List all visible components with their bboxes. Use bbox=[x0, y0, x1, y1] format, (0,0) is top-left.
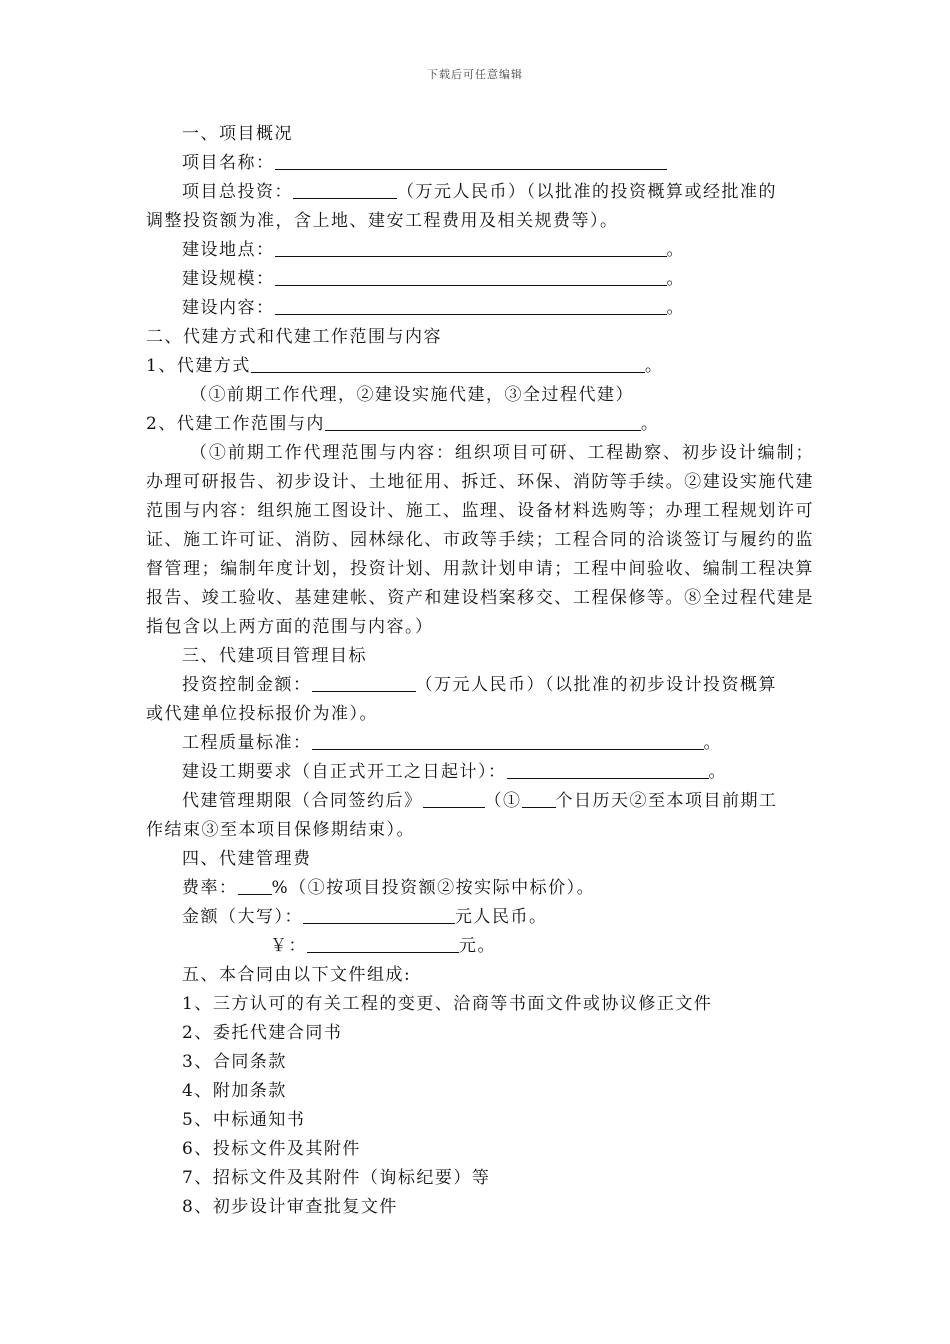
agent-scope-note: （①前期工作代理范围与内容：组织项目可研、工程勘察、初步设计编制；办理可研报告、初步设计、土地征用、拆迁、环保、消防等手续。②建设实施代建范围与内容：组织施工图设计、施工、监理、设备材料选购等；办理工程规划许可证、施工许可证、消防、园林绿化、市政等手续；工程合同的洽谈签订与履约的监督管理；编制年度计划，投资计划、用款计划申请；工程中间验收、编制工程决算报告、竣工验收、基建建帐、资产和建设档案移交、工程保修等。⑧全过程代建是指包含以上两方面的范围与内容。） bbox=[146, 443, 814, 637]
fee-rate-label: 费率： bbox=[182, 878, 238, 898]
scale-field[interactable] bbox=[275, 267, 667, 286]
invest-control-field[interactable] bbox=[312, 673, 416, 692]
mgmt-period-field[interactable] bbox=[423, 789, 485, 808]
project-name-label: 项目名称： bbox=[182, 153, 275, 173]
duration-row: 建设工期要求（自正式开工之日起计）： 。 bbox=[182, 762, 727, 782]
project-name-field[interactable] bbox=[275, 151, 667, 170]
contract-body bbox=[146, 120, 814, 1222]
doc-list-item: 4、附加条款 bbox=[182, 1081, 287, 1101]
doc-list-item: 1、三方认可的有关工程的变更、洽商等书面文件或协议修正文件 bbox=[182, 994, 713, 1014]
agent-scope-label: 2、代建工作范围与内 bbox=[146, 414, 325, 434]
fee-yen-label: ￥： bbox=[270, 936, 307, 956]
fee-amount-field[interactable] bbox=[303, 905, 455, 924]
agent-mode-note: （①前期工作代理，②建设实施代建，③全过程代建） bbox=[190, 385, 634, 405]
doc-list-item: 7、招标文件及其附件（询标纪要）等 bbox=[182, 1168, 491, 1188]
agent-mode-label: 1、代建方式 bbox=[146, 356, 251, 376]
site-field[interactable] bbox=[275, 238, 667, 257]
mgmt-period-cont: 作结束③至本项目保修期结束）。 bbox=[146, 820, 415, 840]
total-investment-field[interactable] bbox=[293, 180, 397, 199]
content-row: 建设内容： 。 bbox=[182, 298, 685, 318]
agent-mode-field[interactable] bbox=[251, 354, 645, 373]
doc-list-item: 6、投标文件及其附件 bbox=[182, 1139, 361, 1159]
total-investment-label: 项目总投资： bbox=[182, 182, 293, 202]
invest-control-label: 投资控制金额： bbox=[182, 675, 312, 695]
section-2-title: 二、代建方式和代建工作范围与内容 bbox=[146, 327, 442, 347]
doc-list-item: 3、合同条款 bbox=[182, 1052, 287, 1072]
fee-yen-field[interactable] bbox=[307, 934, 459, 953]
fee-yen-row: ￥： 元。 bbox=[270, 936, 496, 956]
section-3-title: 三、代建项目管理目标 bbox=[182, 646, 367, 666]
mgmt-period-row: 代建管理期限（合同签约后》 （① 个日历天②至本项目前期工 bbox=[182, 791, 778, 811]
agent-mode-row: 1、代建方式 。 bbox=[146, 356, 664, 376]
total-investment-note: （万元人民币）（以批准的投资概算或经批准的 bbox=[397, 182, 777, 202]
site-row: 建设地点： 。 bbox=[182, 240, 685, 260]
quality-row: 工程质量标准： 。 bbox=[182, 733, 722, 753]
duration-field[interactable] bbox=[507, 760, 709, 779]
section-4-title: 四、代建管理费 bbox=[182, 849, 312, 869]
page-header: 下载后可任意编辑 bbox=[427, 68, 523, 81]
invest-control-row bbox=[146, 671, 814, 700]
site-label: 建设地点： bbox=[182, 240, 275, 260]
fee-amount-label: 金额（大写）： bbox=[182, 907, 303, 927]
scale-label: 建设规模： bbox=[182, 269, 275, 289]
mgmt-days-field[interactable] bbox=[522, 789, 556, 808]
duration-label: 建设工期要求（自正式开工之日起计）： bbox=[182, 762, 507, 782]
quality-label: 工程质量标准： bbox=[182, 733, 312, 753]
quality-field[interactable] bbox=[312, 731, 704, 750]
doc-list-item: 5、中标通知书 bbox=[182, 1110, 306, 1130]
fee-rate-row: 费率： %（①按项目投资额②按实际中标价）。 bbox=[182, 878, 596, 898]
total-investment-note-cont: 调整投资额为准，含上地、建安工程费用及相关规费等）。 bbox=[146, 211, 619, 231]
section-1-title: 一、项目概况 bbox=[182, 124, 293, 144]
content-label: 建设内容： bbox=[182, 298, 275, 318]
total-investment-row bbox=[146, 178, 814, 207]
invest-control-note: （万元人民币）（以批准的初步设计投资概算 bbox=[415, 675, 777, 695]
fee-rate-field[interactable] bbox=[238, 876, 272, 895]
doc-list-item: 2、委托代建合同书 bbox=[182, 1023, 343, 1043]
invest-control-note-cont: 或代建单位投标报价为准）。 bbox=[146, 704, 378, 724]
content-field[interactable] bbox=[275, 296, 667, 315]
doc-list-item: 8、初步设计审查批复文件 bbox=[182, 1197, 398, 1217]
fee-amount-row: 金额（大写）： 元人民币。 bbox=[182, 907, 548, 927]
mgmt-period-label: 代建管理期限（合同签约后》 bbox=[182, 791, 423, 811]
section-5-title: 五、本合同由以下文件组成: bbox=[182, 965, 412, 985]
agent-scope-field[interactable] bbox=[325, 412, 641, 431]
scale-row: 建设规模： 。 bbox=[182, 269, 685, 289]
project-name-row bbox=[146, 149, 814, 178]
agent-scope-row: 2、代建工作范围与内 。 bbox=[146, 414, 660, 434]
